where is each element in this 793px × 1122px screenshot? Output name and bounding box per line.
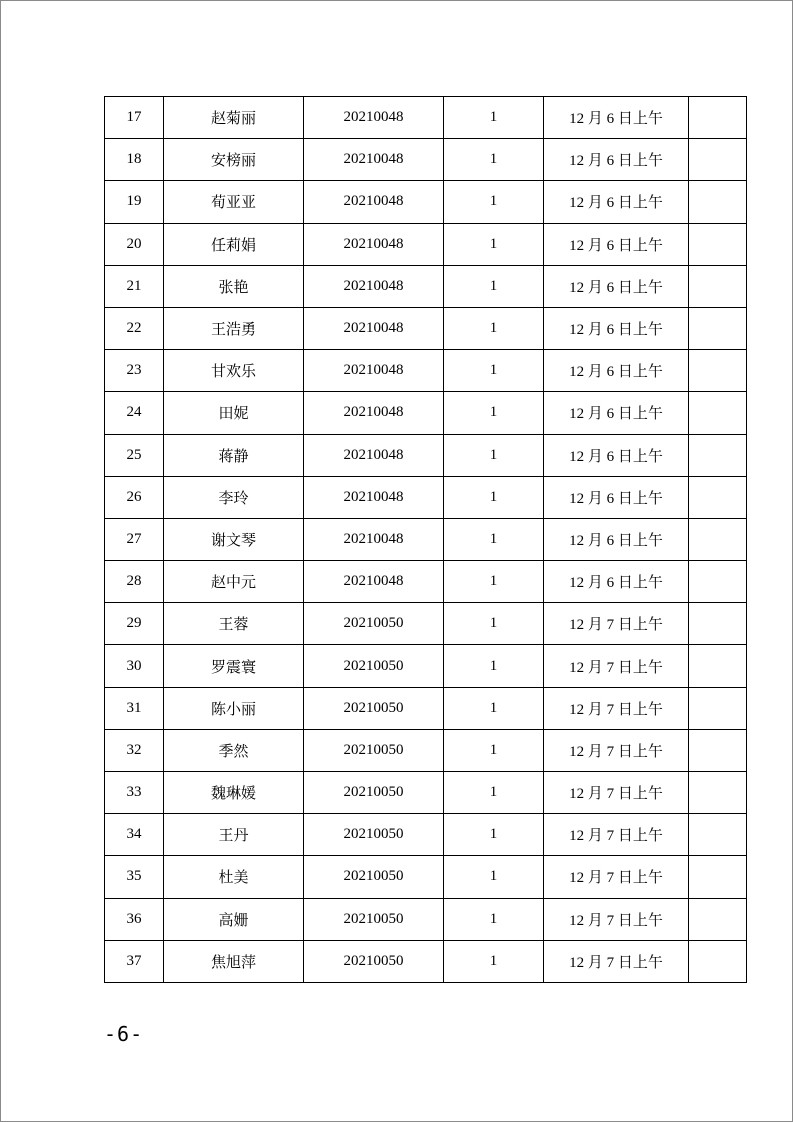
table-row <box>105 97 747 139</box>
cell-date: 12 月 7 日上午 <box>544 940 689 982</box>
cell-date: 12 月 7 日上午 <box>544 814 689 856</box>
cell-note <box>689 392 747 434</box>
cell-note <box>689 518 747 560</box>
cell-count: 1 <box>444 898 544 940</box>
table-row <box>105 265 747 307</box>
table-row <box>105 307 747 349</box>
cell-position-code: 20210048 <box>304 350 444 392</box>
cell-name: 张艳 <box>164 265 304 307</box>
cell-count: 1 <box>444 350 544 392</box>
cell-name: 李玲 <box>164 476 304 518</box>
cell-name: 魏琳媛 <box>164 772 304 814</box>
cell-date: 12 月 6 日上午 <box>544 518 689 560</box>
cell-date: 12 月 7 日上午 <box>544 898 689 940</box>
cell-serial-number: 30 <box>105 645 164 687</box>
cell-note <box>689 97 747 139</box>
cell-note <box>689 223 747 265</box>
cell-name: 安榜丽 <box>164 139 304 181</box>
cell-serial-number: 31 <box>105 687 164 729</box>
table-row <box>105 561 747 603</box>
cell-position-code: 20210048 <box>304 97 444 139</box>
cell-position-code: 20210048 <box>304 434 444 476</box>
cell-date: 12 月 7 日上午 <box>544 603 689 645</box>
cell-serial-number: 26 <box>105 476 164 518</box>
cell-count: 1 <box>444 772 544 814</box>
cell-name: 谢文琴 <box>164 518 304 560</box>
cell-name: 王浩勇 <box>164 307 304 349</box>
cell-position-code: 20210050 <box>304 898 444 940</box>
cell-name: 甘欢乐 <box>164 350 304 392</box>
cell-serial-number: 28 <box>105 561 164 603</box>
cell-serial-number: 21 <box>105 265 164 307</box>
cell-position-code: 20210048 <box>304 518 444 560</box>
cell-note <box>689 603 747 645</box>
cell-position-code: 20210050 <box>304 772 444 814</box>
cell-serial-number: 36 <box>105 898 164 940</box>
cell-count: 1 <box>444 307 544 349</box>
cell-position-code: 20210048 <box>304 561 444 603</box>
table-row <box>105 434 747 476</box>
cell-position-code: 20210048 <box>304 392 444 434</box>
cell-date: 12 月 7 日上午 <box>544 687 689 729</box>
cell-name: 田妮 <box>164 392 304 434</box>
cell-name: 焦旭萍 <box>164 940 304 982</box>
cell-position-code: 20210050 <box>304 645 444 687</box>
cell-date: 12 月 7 日上午 <box>544 729 689 771</box>
table-row <box>105 392 747 434</box>
cell-count: 1 <box>444 729 544 771</box>
cell-position-code: 20210050 <box>304 856 444 898</box>
cell-position-code: 20210050 <box>304 603 444 645</box>
cell-date: 12 月 6 日上午 <box>544 139 689 181</box>
cell-name: 任莉娟 <box>164 223 304 265</box>
cell-note <box>689 476 747 518</box>
cell-date: 12 月 6 日上午 <box>544 392 689 434</box>
cell-position-code: 20210048 <box>304 223 444 265</box>
table-row <box>105 856 747 898</box>
cell-count: 1 <box>444 434 544 476</box>
cell-serial-number: 37 <box>105 940 164 982</box>
cell-name: 赵中元 <box>164 561 304 603</box>
cell-position-code: 20210050 <box>304 814 444 856</box>
table-row <box>105 645 747 687</box>
table-row <box>105 223 747 265</box>
cell-name: 季然 <box>164 729 304 771</box>
cell-note <box>689 307 747 349</box>
cell-serial-number: 33 <box>105 772 164 814</box>
cell-date: 12 月 6 日上午 <box>544 223 689 265</box>
cell-count: 1 <box>444 181 544 223</box>
cell-count: 1 <box>444 940 544 982</box>
cell-note <box>689 856 747 898</box>
cell-serial-number: 25 <box>105 434 164 476</box>
cell-serial-number: 29 <box>105 603 164 645</box>
cell-note <box>689 561 747 603</box>
page-number: -6- <box>104 1022 144 1046</box>
table-row <box>105 940 747 982</box>
cell-date: 12 月 6 日上午 <box>544 265 689 307</box>
cell-note <box>689 139 747 181</box>
cell-note <box>689 434 747 476</box>
cell-count: 1 <box>444 392 544 434</box>
cell-name: 荀亚亚 <box>164 181 304 223</box>
cell-position-code: 20210048 <box>304 265 444 307</box>
cell-count: 1 <box>444 518 544 560</box>
cell-date: 12 月 6 日上午 <box>544 307 689 349</box>
cell-date: 12 月 6 日上午 <box>544 434 689 476</box>
cell-count: 1 <box>444 687 544 729</box>
table-row <box>105 603 747 645</box>
cell-serial-number: 24 <box>105 392 164 434</box>
cell-count: 1 <box>444 603 544 645</box>
cell-count: 1 <box>444 97 544 139</box>
cell-note <box>689 940 747 982</box>
cell-note <box>689 898 747 940</box>
table-row <box>105 898 747 940</box>
cell-serial-number: 35 <box>105 856 164 898</box>
cell-date: 12 月 7 日上午 <box>544 645 689 687</box>
cell-count: 1 <box>444 223 544 265</box>
table-row <box>105 139 747 181</box>
cell-note <box>689 350 747 392</box>
table-row <box>105 772 747 814</box>
cell-serial-number: 23 <box>105 350 164 392</box>
cell-count: 1 <box>444 856 544 898</box>
cell-count: 1 <box>444 139 544 181</box>
cell-serial-number: 20 <box>105 223 164 265</box>
cell-date: 12 月 6 日上午 <box>544 181 689 223</box>
cell-serial-number: 27 <box>105 518 164 560</box>
cell-note <box>689 772 747 814</box>
cell-serial-number: 22 <box>105 307 164 349</box>
cell-date: 12 月 7 日上午 <box>544 772 689 814</box>
roster-table-body <box>105 97 747 983</box>
cell-serial-number: 18 <box>105 139 164 181</box>
cell-note <box>689 265 747 307</box>
cell-serial-number: 32 <box>105 729 164 771</box>
cell-note <box>689 645 747 687</box>
cell-serial-number: 19 <box>105 181 164 223</box>
table-row <box>105 181 747 223</box>
cell-position-code: 20210048 <box>304 181 444 223</box>
cell-note <box>689 814 747 856</box>
cell-date: 12 月 6 日上午 <box>544 476 689 518</box>
cell-count: 1 <box>444 814 544 856</box>
table-row <box>105 518 747 560</box>
cell-date: 12 月 6 日上午 <box>544 97 689 139</box>
table-row <box>105 476 747 518</box>
cell-count: 1 <box>444 561 544 603</box>
cell-position-code: 20210050 <box>304 687 444 729</box>
cell-position-code: 20210048 <box>304 476 444 518</box>
cell-serial-number: 17 <box>105 97 164 139</box>
cell-position-code: 20210050 <box>304 729 444 771</box>
cell-date: 12 月 7 日上午 <box>544 856 689 898</box>
cell-position-code: 20210048 <box>304 139 444 181</box>
cell-count: 1 <box>444 645 544 687</box>
cell-name: 王蓉 <box>164 603 304 645</box>
cell-position-code: 20210048 <box>304 307 444 349</box>
cell-date: 12 月 6 日上午 <box>544 350 689 392</box>
cell-note <box>689 181 747 223</box>
table-row <box>105 814 747 856</box>
cell-date: 12 月 6 日上午 <box>544 561 689 603</box>
cell-name: 王丹 <box>164 814 304 856</box>
cell-name: 赵菊丽 <box>164 97 304 139</box>
cell-name: 陈小丽 <box>164 687 304 729</box>
table-row <box>105 687 747 729</box>
cell-position-code: 20210050 <box>304 940 444 982</box>
cell-count: 1 <box>444 476 544 518</box>
cell-name: 杜美 <box>164 856 304 898</box>
table-row <box>105 350 747 392</box>
cell-name: 高姗 <box>164 898 304 940</box>
cell-name: 罗震寰 <box>164 645 304 687</box>
cell-note <box>689 729 747 771</box>
table-row <box>105 729 747 771</box>
roster-table <box>104 96 747 983</box>
cell-count: 1 <box>444 265 544 307</box>
cell-note <box>689 687 747 729</box>
cell-serial-number: 34 <box>105 814 164 856</box>
cell-name: 蒋静 <box>164 434 304 476</box>
